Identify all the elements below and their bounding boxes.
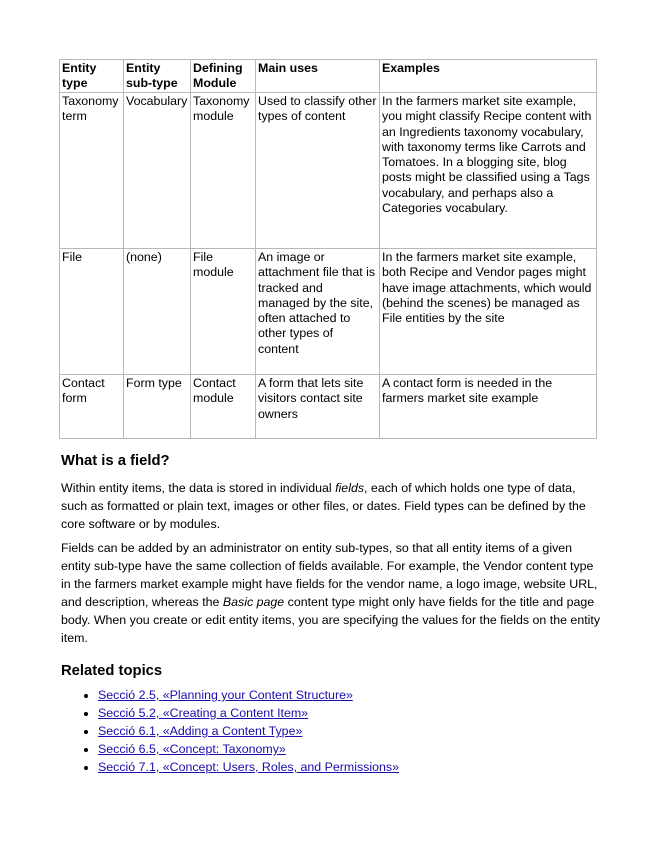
cell-entity-type: Contact form [60,375,124,439]
p2-text-end: content type might only have fields for the title and page body. When you create or edit entity items, you are specifying the values for the fields on the entity item. [61,595,601,645]
related-topics-list [78,686,399,776]
field-definition-paragraph [61,479,601,533]
related-link-planning-content-structure[interactable]: Secció 2.5, «Planning your Content Structure» [98,688,353,702]
header-entity-type: Entity type [60,60,124,93]
header-entity-sub-type: Entity sub-type [124,60,191,93]
header-defining-module: Defining Module [191,60,256,93]
cell-main-uses: An image or attachment file that is tracked and managed by the site, often attached to other types of content [256,249,380,375]
list-item [98,722,399,740]
cell-main-uses: A form that lets site visitors contact site owners [256,375,380,439]
cell-entity-sub-type: Form type [124,375,191,439]
cell-examples: In the farmers market site example, you might classify Recipe content with an Ingredients taxonomy vocabulary, with taxonomy terms like Carrots and Tomatoes. In a blogging site, blog posts might be classified using a Tags vocabulary, and perhaps also a Categories vocabulary. [380,93,597,249]
table-row [60,375,597,439]
related-link-creating-content-item[interactable]: Secció 5.2, «Creating a Content Item» [98,706,309,720]
p2-text-start: Fields can be added by an administrator on entity sub-types, so that all entity items of a given entity sub-type have the same collection of fields available. For example, the Vendor content type in the farmers market example might have fields for the vendor name, a logo image, website URL, and description, whereas the [61,541,598,609]
cell-defining-module: File module [191,249,256,375]
cell-entity-sub-type: (none) [124,249,191,375]
field-section-heading: What is a field? [61,453,170,469]
entity-types-table [59,59,597,439]
related-link-adding-content-type[interactable]: Secció 6.1, «Adding a Content Type» [98,724,303,738]
header-examples: Examples [380,60,597,93]
cell-examples: In the farmers market site example, both Recipe and Vendor pages might have image attachments, which would (behind the scenes) be managed as File entities by the site [380,249,597,375]
list-item [98,686,399,704]
cell-entity-sub-type: Vocabulary [124,93,191,249]
cell-defining-module: Contact module [191,375,256,439]
related-topics-heading: Related topics [61,663,163,679]
cell-entity-type: Taxonomy term [60,93,124,249]
table-row [60,93,597,249]
related-link-concept-taxonomy[interactable]: Secció 6.5, «Concept: Taxonomy» [98,742,286,756]
list-item [98,704,399,722]
list-item [98,740,399,758]
p1-emphasis: fields [335,481,365,495]
p1-text-end: , each of which holds one type of data, such as formatted or plain text, images or other files, or dates. Field types can be defined by the core software or by modules. [61,481,586,531]
field-usage-paragraph [61,539,601,647]
related-link-concept-users-roles-permissions[interactable]: Secció 7.1, «Concept: Users, Roles, and Permissions» [98,760,399,774]
cell-entity-type: File [60,249,124,375]
list-item [98,758,399,776]
p1-text-start: Within entity items, the data is stored in individual [61,481,336,495]
header-main-uses: Main uses [256,60,380,93]
p2-emphasis: Basic page [222,595,285,609]
table-row [60,249,597,375]
cell-examples: A contact form is needed in the farmers market site example [380,375,597,439]
cell-defining-module: Taxonomy module [191,93,256,249]
table-header-row [60,60,597,93]
cell-main-uses: Used to classify other types of content [256,93,380,249]
